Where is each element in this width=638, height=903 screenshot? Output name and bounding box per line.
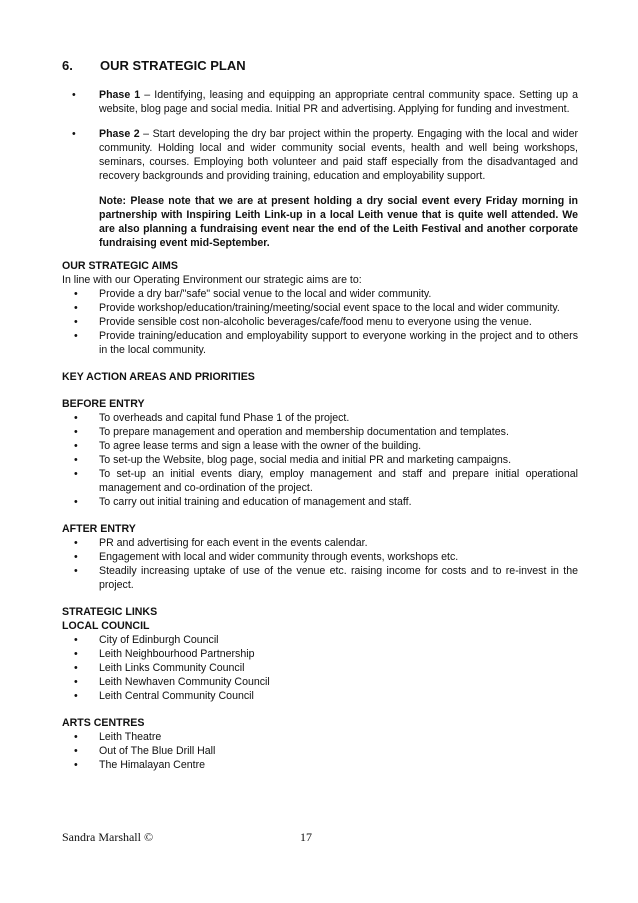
list-item — [74, 675, 578, 689]
list-item — [74, 564, 578, 592]
list-item — [74, 647, 578, 661]
section-heading — [62, 58, 578, 74]
bullet: • — [74, 745, 78, 757]
list-item-text: To set-up the Website, blog page, social media and initial PR and marketing campaigns. — [99, 454, 512, 466]
list-item — [74, 315, 578, 329]
list-item-text: City of Edinburgh Council — [99, 634, 219, 646]
after-entry-heading: AFTER ENTRY — [62, 523, 136, 535]
bullet: • — [74, 690, 78, 702]
local-council-heading: LOCAL COUNCIL — [62, 620, 150, 632]
bullet: • — [74, 412, 78, 424]
page-number: 17 — [300, 830, 312, 844]
list-item — [74, 411, 578, 425]
list-item-text: Leith Links Community Council — [99, 662, 245, 674]
list-item — [74, 758, 578, 772]
bullet: • — [74, 676, 78, 688]
bullet: • — [74, 662, 78, 674]
list-item-text: Leith Theatre — [99, 731, 162, 743]
arts-centres-list — [62, 730, 578, 772]
list-item-text: Out of The Blue Drill Hall — [99, 745, 216, 757]
note-paragraph: Note: Please note that we are at present holding a dry social event every Friday morning in partnership with Inspiring Leith Link-up in a local Leith venue that is quite well attended. We are also planning a fundraising event near the end of the Leith Festival and another corporate fundraising event mid-September. — [99, 195, 578, 249]
after-entry-list — [62, 536, 578, 592]
list-item — [74, 495, 578, 509]
phase-item — [72, 88, 578, 116]
bullet: • — [74, 440, 78, 452]
list-item — [74, 439, 578, 453]
phase-text — [99, 127, 578, 183]
bullet: • — [74, 759, 78, 771]
footer-author: Sandra Marshall © — [62, 830, 154, 844]
aims-list — [62, 287, 578, 357]
section-title: OUR STRATEGIC PLAN — [100, 58, 246, 73]
phase-item — [72, 127, 578, 183]
list-item — [74, 301, 578, 315]
before-entry-list — [62, 411, 578, 509]
list-item — [74, 536, 578, 550]
phase-description: – Start developing the dry bar project within the property. Engaging with the local and wider community. Holding local and wider community social events, health and well being workshops, seminars, courses. Employing both volunteer and paid staff especially from the disadvantaged and recovery backgrounds and providing training, education and employability support. — [99, 128, 578, 182]
key-actions-heading: KEY ACTION AREAS AND PRIORITIES — [62, 371, 255, 383]
list-item — [74, 550, 578, 564]
list-item-text: PR and advertising for each event in the events calendar. — [99, 537, 368, 549]
bullet: • — [74, 316, 78, 328]
local-council-list — [62, 633, 578, 703]
list-item-text: Leith Central Community Council — [99, 690, 254, 702]
list-item — [74, 425, 578, 439]
page-content — [62, 58, 578, 772]
list-item-text: To prepare management and operation and membership documentation and templates. — [99, 426, 509, 438]
bullet: • — [74, 565, 78, 577]
list-item-text: Leith Newhaven Community Council — [99, 676, 270, 688]
phase-label: Phase 1 — [99, 89, 141, 101]
bullet: • — [74, 496, 78, 508]
list-item-text: Provide workshop/education/training/meeting/social event space to the local and wider community. — [99, 302, 560, 314]
list-item-text: To set-up an initial events diary, employ management and staff and prepare initial operational management and co-ordination of the project. — [99, 468, 578, 494]
list-item — [74, 661, 578, 675]
list-item-text: Leith Neighbourhood Partnership — [99, 648, 255, 660]
bullet: • — [72, 89, 76, 101]
list-item — [74, 287, 578, 301]
list-item — [74, 453, 578, 467]
list-item-text: Provide a dry bar/"safe" social venue to the local and wider community. — [99, 288, 432, 300]
bullet: • — [74, 426, 78, 438]
list-item — [74, 689, 578, 703]
list-item — [74, 633, 578, 647]
list-item-text: To carry out initial training and education of management and staff. — [99, 496, 412, 508]
phase-label: Phase 2 — [99, 128, 140, 140]
bullet: • — [74, 288, 78, 300]
aims-heading: OUR STRATEGIC AIMS — [62, 260, 178, 272]
bullet: • — [74, 648, 78, 660]
bullet: • — [74, 302, 78, 314]
bullet: • — [74, 731, 78, 743]
list-item — [74, 744, 578, 758]
list-item-text: Engagement with local and wider community through events, workshops etc. — [99, 551, 459, 563]
bullet: • — [72, 128, 76, 140]
aims-intro: In line with our Operating Environment our strategic aims are to: — [62, 274, 362, 286]
phase-list — [62, 88, 578, 183]
section-number: 6. — [62, 58, 73, 73]
list-item — [74, 730, 578, 744]
list-item-text: The Himalayan Centre — [99, 759, 205, 771]
phase-description: – Identifying, leasing and equipping an appropriate central community space. Setting up a website, blog page and social media. Initial PR and advertising. Applying for funding and investment. — [99, 89, 578, 115]
before-entry-heading: BEFORE ENTRY — [62, 398, 145, 410]
list-item — [74, 329, 578, 357]
bullet: • — [74, 634, 78, 646]
bullet: • — [74, 551, 78, 563]
list-item-text: To overheads and capital fund Phase 1 of the project. — [99, 412, 350, 424]
bullet: • — [74, 537, 78, 549]
bullet: • — [74, 330, 78, 342]
bullet: • — [74, 468, 78, 480]
list-item — [74, 467, 578, 495]
list-item-text: To agree lease terms and sign a lease with the owner of the building. — [99, 440, 422, 452]
arts-centres-heading: ARTS CENTRES — [62, 717, 145, 729]
phase-text — [99, 88, 578, 116]
list-item-text: Steadily increasing uptake of use of the venue etc. raising income for costs and to re-invest in the project. — [99, 565, 578, 591]
bullet: • — [74, 454, 78, 466]
strategic-links-heading: STRATEGIC LINKS — [62, 606, 158, 618]
list-item-text: Provide training/education and employability support to everyone working in the project and to others in the local community. — [99, 330, 578, 356]
list-item-text: Provide sensible cost non-alcoholic beverages/cafe/food menu to everyone using the venue. — [99, 316, 532, 328]
